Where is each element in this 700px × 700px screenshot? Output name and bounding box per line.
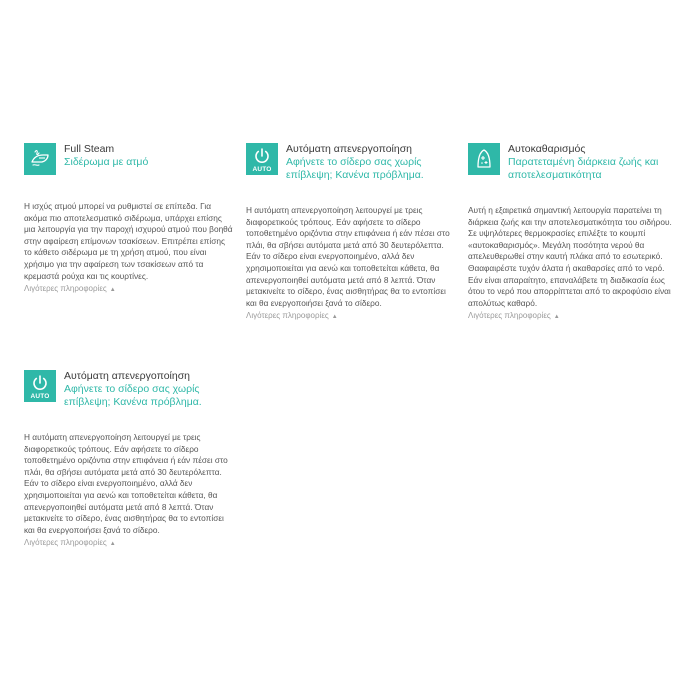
feature-header	[24, 143, 234, 175]
feature-header	[246, 143, 456, 182]
power-auto-icon	[246, 143, 278, 175]
feature-heading	[64, 370, 234, 409]
less-info-link[interactable]	[246, 311, 456, 320]
less-info-label: Λιγότερες πληροφορίες	[246, 311, 329, 321]
feature-subtitle: Παρατεταμένη διάρκεια ζωής και αποτελεσματικότητα	[508, 156, 659, 181]
feature-card-self-clean	[468, 143, 678, 320]
power-auto-icon	[24, 370, 56, 402]
auto-label: AUTO	[30, 393, 50, 400]
auto-label: AUTO	[252, 166, 272, 173]
feature-title: Full Steam	[64, 143, 115, 155]
feature-heading	[508, 143, 678, 182]
feature-heading	[64, 143, 234, 169]
less-info-link[interactable]	[24, 284, 234, 293]
less-info-label: Λιγότερες πληροφορίες	[24, 538, 107, 548]
caret-up-icon: ▲	[109, 541, 116, 548]
less-info-label: Λιγότερες πληροφορίες	[468, 311, 551, 321]
feature-header	[24, 370, 234, 409]
feature-description: Η αυτόματη απενεργοποίηση λειτουργεί με τρεις διαφορετικούς τρόπους. Εάν αφήσετε το σίδερο τοποθετημένο οριζόντια στην επιφάνεια ή εάν πέσει στο πλάι, θα σβήσει αυτόματα μετά από 30 δευτερόλεπτα. Εάν το σίδερο είναι ενεργοποιημένο, αλλά δεν χρησιμοποιείται για αενώ και τοποθετείται κάθετα, θα απενεργοποιηθεί αυτόματα μετά από 8 λεπτά. Όταν μετακινείτε το σίδερο, ένας αισθητήρας θα το εντοπίσει και θα ενεργοποιήσει ξανά το σίδερο.	[246, 205, 450, 308]
less-info-label: Λιγότερες πληροφορίες	[24, 284, 107, 294]
feature-subtitle: Αφήνετε το σίδερο σας χωρίς επίβλεψη; Κανένα πρόβλημα.	[286, 156, 424, 181]
steam-icon	[24, 143, 56, 175]
feature-card-auto-off	[246, 143, 456, 320]
feature-description: Η ισχύς ατμού μπορεί να ρυθμιστεί σε επίπεδα. Για ακόμα πιο αποτελεσματικό σιδέρωμα, υπάρχει επίσης μια λειτουργία για την παροχή ισχυρού ατμού που βοηθά στην αφαίρεση επίμονων τσακίσεων. Επιτρέπει επίσης το κάθετο σιδέρωμα με τη χρήση ατμού, που είναι χρήσιμο για την αφαίρεση των τσακίσεων από τα κρεμαστά ρούχα και τις κουρτίνες.	[24, 201, 233, 281]
feature-title: Αυτόματη απενεργοποίηση	[286, 143, 413, 155]
feature-card-auto-off-2	[24, 370, 234, 547]
feature-card-full-steam	[24, 143, 234, 293]
feature-title: Αυτόματη απενεργοποίηση	[64, 370, 191, 382]
feature-heading	[286, 143, 456, 182]
feature-subtitle: Αφήνετε το σίδερο σας χωρίς επίβλεψη; Κανένα πρόβλημα.	[64, 383, 202, 408]
feature-description: Η αυτόματη απενεργοποίηση λειτουργεί με τρεις διαφορετικούς τρόπους. Εάν αφήσετε το σίδερο τοποθετημένο οριζόντια στην επιφάνεια ή εάν πέσει στο πλάι, θα σβήσει αυτόματα μετά από 30 δευτερόλεπτα. Εάν το σίδερο είναι ενεργοποιημένο, αλλά δεν χρησιμοποιείται για αενώ και τοποθετείται κάθετα, θα απενεργοποιηθεί αυτόματα μετά από 8 λεπτά. Όταν μετακινείτε το σίδερο, ένας αισθητήρας θα το εντοπίσει και θα ενεργοποιήσει ξανά το σίδερο.	[24, 432, 228, 535]
self-clean-icon	[468, 143, 500, 175]
caret-up-icon: ▲	[331, 314, 338, 321]
feature-subtitle: Σιδέρωμα με ατμό	[64, 156, 149, 168]
less-info-link[interactable]	[468, 311, 678, 320]
feature-header	[468, 143, 678, 182]
feature-title: Αυτοκαθαρισμός	[508, 143, 586, 155]
caret-up-icon: ▲	[553, 314, 560, 321]
less-info-link[interactable]	[24, 538, 234, 547]
feature-description: Αυτή η εξαιρετικά σημαντική λειτουργία παρατείνει τη διάρκεια ζωής και την αποτελεσματικότητα του σιδήρου. Σε υψηλότερες θερμοκρασίες επιλέξτε το κουμπί «αυτοκαθαρισμός». Μεγάλη ποσότητα νερού θα απελευθερωθεί στην καυτή πλάκα από το εσωτερικό. Θααφαιρέστε τυχόν άλατα ή ακαθαρσίες από το νερό. Εάν είναι απαραίτητο, επαναλάβετε τη διαδικασία έως ότου το νερό που απορρίπτεται από το ακροφύσιο είναι απολύτως καθαρό.	[468, 205, 672, 308]
caret-up-icon: ▲	[109, 287, 116, 294]
